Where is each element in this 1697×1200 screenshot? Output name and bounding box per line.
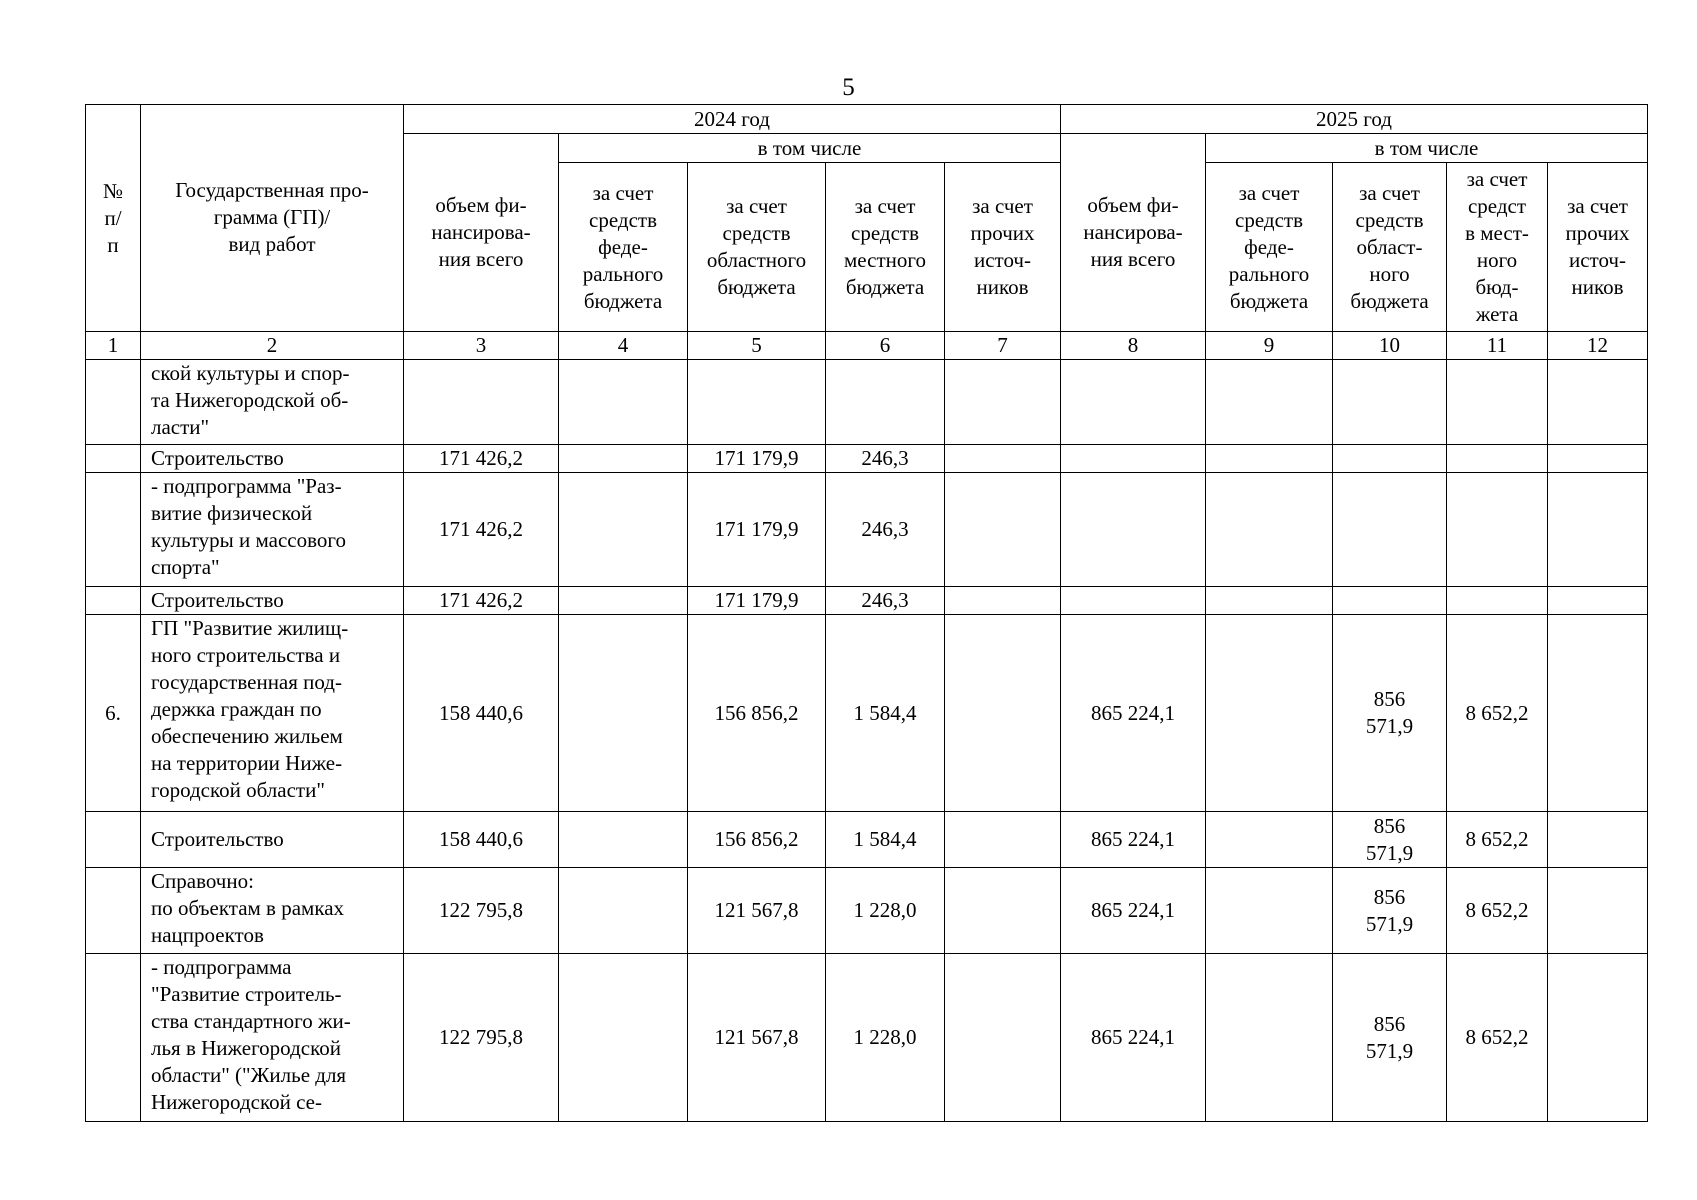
cell-c12 [1548,360,1648,445]
cell-c3 [404,360,559,445]
table-row [86,473,1648,587]
cell-c7 [945,445,1061,473]
cell-c6: 1 228,0 [826,868,945,954]
header-num: № п/ п [86,105,141,332]
cell-c4 [559,954,688,1122]
cell-c4 [559,473,688,587]
cell-c5: 171 179,9 [688,473,826,587]
row-name: ской культуры и спор- та Нижегородской об- ласти" [141,360,404,445]
cell-c11 [1447,445,1548,473]
cell-c11 [1447,473,1548,587]
row-number [86,473,141,587]
column-number-row [86,332,1648,360]
cell-c3: 171 426,2 [404,587,559,615]
cell-c7 [945,868,1061,954]
header-fed-2025: за счет средств феде- рального бюджета [1206,163,1333,332]
cell-c3: 158 440,6 [404,812,559,868]
cell-c12 [1548,473,1648,587]
cell-c10: 856 571,9 [1333,868,1447,954]
cell-c12 [1548,615,1648,812]
header-incl-2025: в том числе [1206,134,1648,163]
cell-c10: 856 571,9 [1333,615,1447,812]
column-number: 9 [1206,332,1333,360]
cell-c9 [1206,868,1333,954]
cell-c5: 171 179,9 [688,587,826,615]
header-year-2025: 2025 год [1061,105,1648,134]
header-name: Государственная про- грамма (ГП)/ вид работ [141,105,404,332]
cell-c6: 1 228,0 [826,954,945,1122]
cell-c4 [559,360,688,445]
header-loc-2024: за счет средств местного бюджета [826,163,945,332]
cell-c7 [945,954,1061,1122]
cell-c7 [945,615,1061,812]
header-year-2024: 2024 год [404,105,1061,134]
cell-c5: 156 856,2 [688,812,826,868]
column-number: 5 [688,332,826,360]
row-number [86,360,141,445]
cell-c9 [1206,360,1333,445]
row-number [86,868,141,954]
column-number: 2 [141,332,404,360]
cell-c3: 171 426,2 [404,473,559,587]
cell-c6: 246,3 [826,473,945,587]
cell-c12 [1548,812,1648,868]
cell-c10 [1333,473,1447,587]
cell-c10 [1333,360,1447,445]
cell-c5: 156 856,2 [688,615,826,812]
cell-c10: 856 571,9 [1333,954,1447,1122]
table-row [86,868,1648,954]
cell-c6 [826,360,945,445]
cell-c4 [559,868,688,954]
header-total-2025: объем фи- нансирова- ния всего [1061,134,1206,332]
column-number: 3 [404,332,559,360]
cell-c8: 865 224,1 [1061,868,1206,954]
cell-c12 [1548,954,1648,1122]
cell-c9 [1206,812,1333,868]
row-name: - подпрограмма "Раз- витие физической культуры и массового спорта" [141,473,404,587]
row-number [86,587,141,615]
cell-c4 [559,812,688,868]
column-number: 1 [86,332,141,360]
row-number [86,812,141,868]
column-number: 6 [826,332,945,360]
cell-c8: 865 224,1 [1061,615,1206,812]
cell-c6: 246,3 [826,587,945,615]
table-row [86,812,1648,868]
cell-c8: 865 224,1 [1061,954,1206,1122]
cell-c3: 171 426,2 [404,445,559,473]
column-number: 8 [1061,332,1206,360]
table-row [86,954,1648,1122]
page-number: 5 [842,74,855,101]
cell-c5 [688,360,826,445]
header-reg-2024: за счет средств областного бюджета [688,163,826,332]
header-reg-2025: за счет средств област- ного бюджета [1333,163,1447,332]
header-incl-2024: в том числе [559,134,1061,163]
column-number: 10 [1333,332,1447,360]
cell-c12 [1548,587,1648,615]
table-row [86,587,1648,615]
cell-c8 [1061,360,1206,445]
row-number: 6. [86,615,141,812]
cell-c9 [1206,954,1333,1122]
cell-c11 [1447,587,1548,615]
cell-c10 [1333,445,1447,473]
header-oth-2024: за счет прочих источ- ников [945,163,1061,332]
cell-c12 [1548,868,1648,954]
row-name: Строительство [141,445,404,473]
table-row [86,615,1648,812]
cell-c10: 856 571,9 [1333,812,1447,868]
cell-c7 [945,473,1061,587]
cell-c11: 8 652,2 [1447,615,1548,812]
cell-c6: 1 584,4 [826,615,945,812]
cell-c6: 1 584,4 [826,812,945,868]
cell-c8: 865 224,1 [1061,812,1206,868]
cell-c9 [1206,445,1333,473]
cell-c5: 171 179,9 [688,445,826,473]
cell-c3: 158 440,6 [404,615,559,812]
column-number: 12 [1548,332,1648,360]
column-number: 4 [559,332,688,360]
cell-c8 [1061,587,1206,615]
column-number: 11 [1447,332,1548,360]
cell-c11: 8 652,2 [1447,868,1548,954]
cell-c3: 122 795,8 [404,868,559,954]
table-row [86,360,1648,445]
row-name: Справочно: по объектам в рамках нацпроектов [141,868,404,954]
cell-c11: 8 652,2 [1447,954,1548,1122]
row-name: ГП "Развитие жилищ- ного строительства и государственная под- держка граждан по обеспечению жильем на территории Ниже- городской области" [141,615,404,812]
cell-c5: 121 567,8 [688,868,826,954]
budget-table [85,104,1648,1122]
cell-c8 [1061,473,1206,587]
cell-c7 [945,812,1061,868]
cell-c6: 246,3 [826,445,945,473]
table-row [86,445,1648,473]
row-name: Строительство [141,812,404,868]
column-number: 7 [945,332,1061,360]
cell-c3: 122 795,8 [404,954,559,1122]
cell-c10 [1333,587,1447,615]
cell-c9 [1206,615,1333,812]
row-name: Строительство [141,587,404,615]
cell-c7 [945,587,1061,615]
cell-c4 [559,615,688,812]
cell-c4 [559,445,688,473]
cell-c9 [1206,587,1333,615]
header-oth-2025: за счет прочих источ- ников [1548,163,1648,332]
header-fed-2024: за счет средств феде- рального бюджета [559,163,688,332]
cell-c12 [1548,445,1648,473]
cell-c11: 8 652,2 [1447,812,1548,868]
cell-c5: 121 567,8 [688,954,826,1122]
cell-c8 [1061,445,1206,473]
row-number [86,445,141,473]
header-loc-2025: за счет средст в мест- ного бюд- жета [1447,163,1548,332]
cell-c9 [1206,473,1333,587]
cell-c11 [1447,360,1548,445]
row-name: - подпрограмма "Развитие строитель- ства стандартного жи- лья в Нижегородской области" ("Жилье для Нижегородской се- [141,954,404,1122]
cell-c4 [559,587,688,615]
header-total-2024: объем фи- нансирова- ния всего [404,134,559,332]
cell-c7 [945,360,1061,445]
row-number [86,954,141,1122]
